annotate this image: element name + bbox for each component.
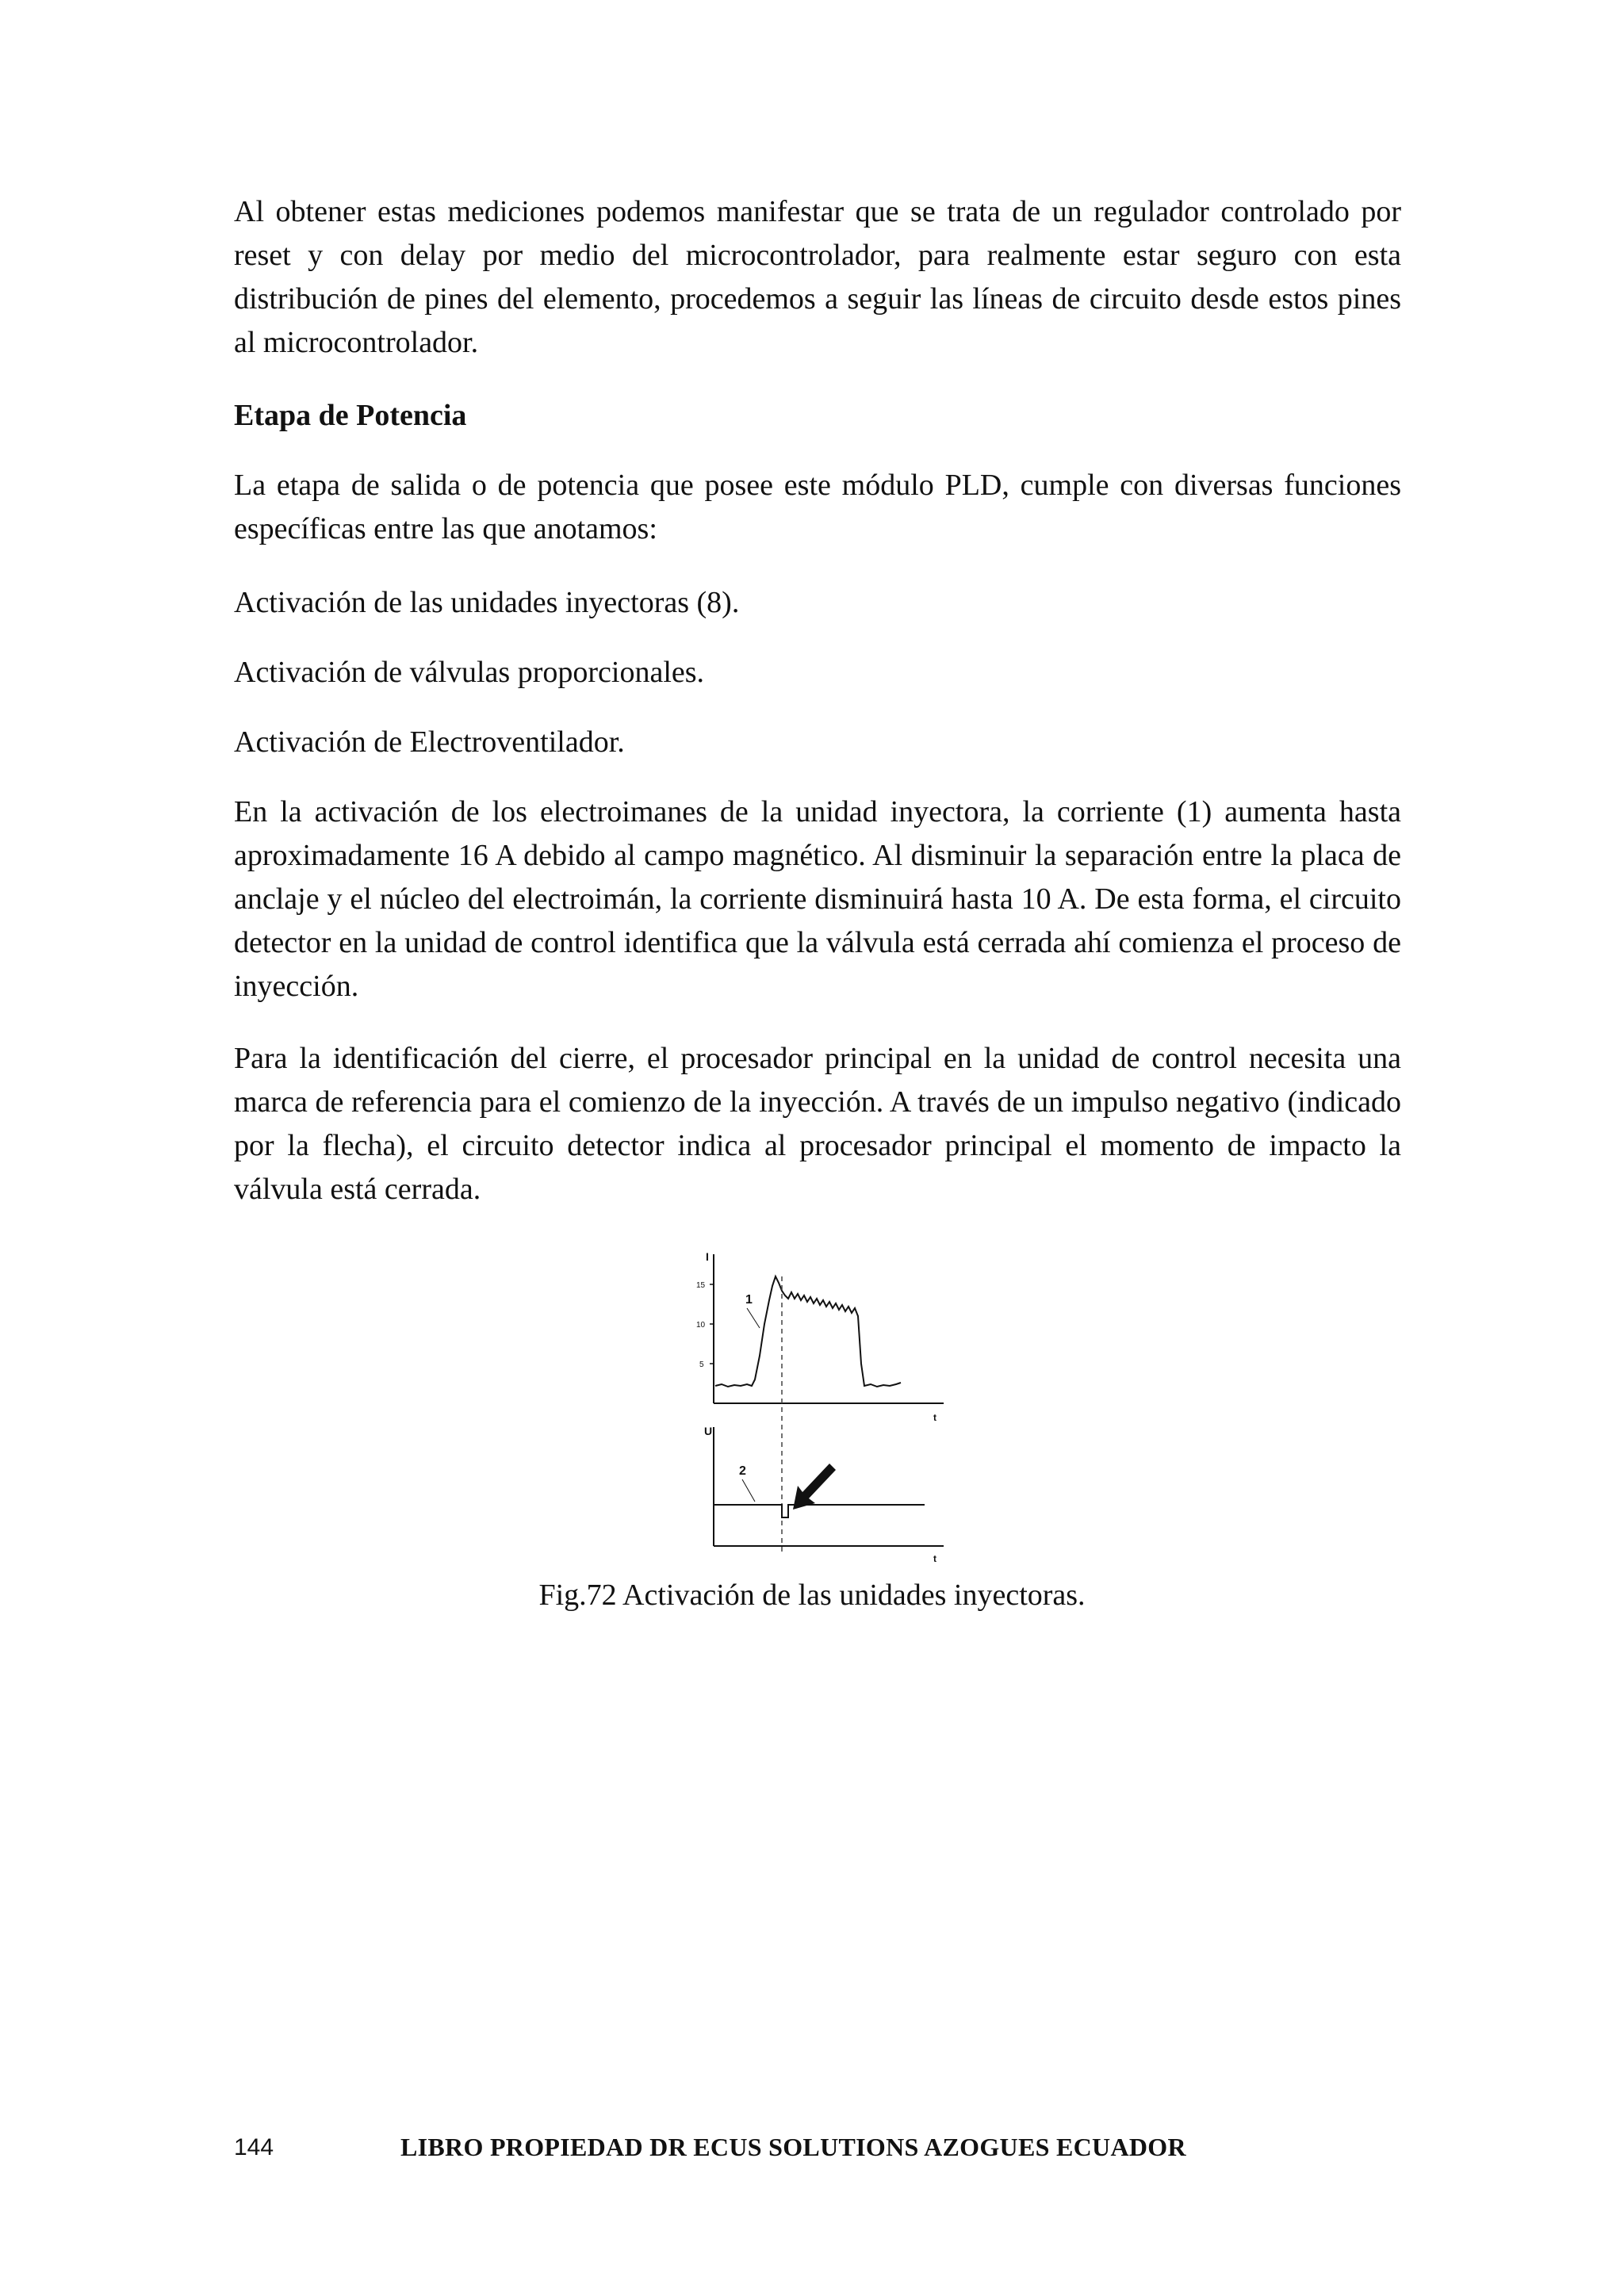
injector-waveform-diagram	[690, 1245, 944, 1562]
voltage-curve	[714, 1505, 925, 1517]
paragraph-power-stage: La etapa de salida o de potencia que posee este módulo PLD, cumple con diversas funciones específicas entre las que anotamos:	[234, 469, 1401, 545]
list-block-3	[234, 721, 1401, 764]
section-heading-block	[234, 394, 1401, 438]
list-block-1	[234, 581, 1401, 625]
paragraph-intro: Al obtener estas mediciones podemos manifestar que se trata de un regulador controlado por reset y con delay por medio del microcontrolador, para realmente estar seguro con esta distribución de pines del elemento, procedemos a seguir las líneas de circuito desde estos pines al microcontrolador.	[234, 195, 1401, 359]
curve-1-label: 1	[745, 1293, 753, 1307]
arrow-icon	[793, 1464, 836, 1510]
voltage-axis-label: U	[704, 1425, 713, 1437]
figure-caption: Fig.72 Activación de las unidades inyectoras.	[538, 1578, 1086, 1612]
body-text-4	[234, 1037, 1401, 1211]
list-item: Activación de válvulas proporcionales.	[234, 656, 705, 689]
body-text	[234, 190, 1401, 365]
paragraph-activation: En la activación de los electroimanes de la unidad inyectora, la corriente (1) aumenta hasta aproximadamente 16 A debido al campo magnético. Al disminuir la separación entre la placa de anclaje y el núcleo del electroimán, la corriente disminuirá hasta 10 A. De esta forma, el circuito detector en la unidad de control identifica que la válvula está cerrada ahí comienza el proceso de inyección.	[234, 795, 1401, 1003]
footer-title: LIBRO PROPIEDAD DR ECUS SOLUTIONS AZOGUES ECUADOR	[400, 2133, 1186, 2161]
injector-activation-figure	[690, 1245, 944, 1562]
tick-label: 10	[696, 1321, 706, 1330]
section-heading: Etapa de Potencia	[234, 399, 467, 432]
time-label: t	[933, 1412, 936, 1423]
page-number: 144	[234, 2134, 274, 2160]
time-label: t	[933, 1553, 936, 1562]
tick-label: 5	[699, 1360, 704, 1369]
curve-2-label: 2	[739, 1464, 746, 1478]
list-block-2	[234, 651, 1401, 695]
voltage-graph	[704, 1425, 944, 1562]
list-item: Activación de Electroventilador.	[234, 725, 625, 759]
tick-label: 15	[696, 1281, 706, 1290]
body-text-3	[234, 790, 1401, 1008]
list-item: Activación de las unidades inyectoras (8).	[234, 586, 740, 619]
current-graph	[696, 1250, 944, 1554]
paragraph-identification: Para la identificación del cierre, el procesador principal en la unidad de control necesita una marca de referencia para el comienzo de la inyección. A través de un impulso negativo (indicado por la flecha), el circuito detector indica al procesador principal el momento de impacto la válvula está cerrada.	[234, 1042, 1401, 1206]
current-axis-label: I	[706, 1250, 709, 1263]
current-curve	[715, 1276, 901, 1387]
body-text-2	[234, 464, 1401, 551]
